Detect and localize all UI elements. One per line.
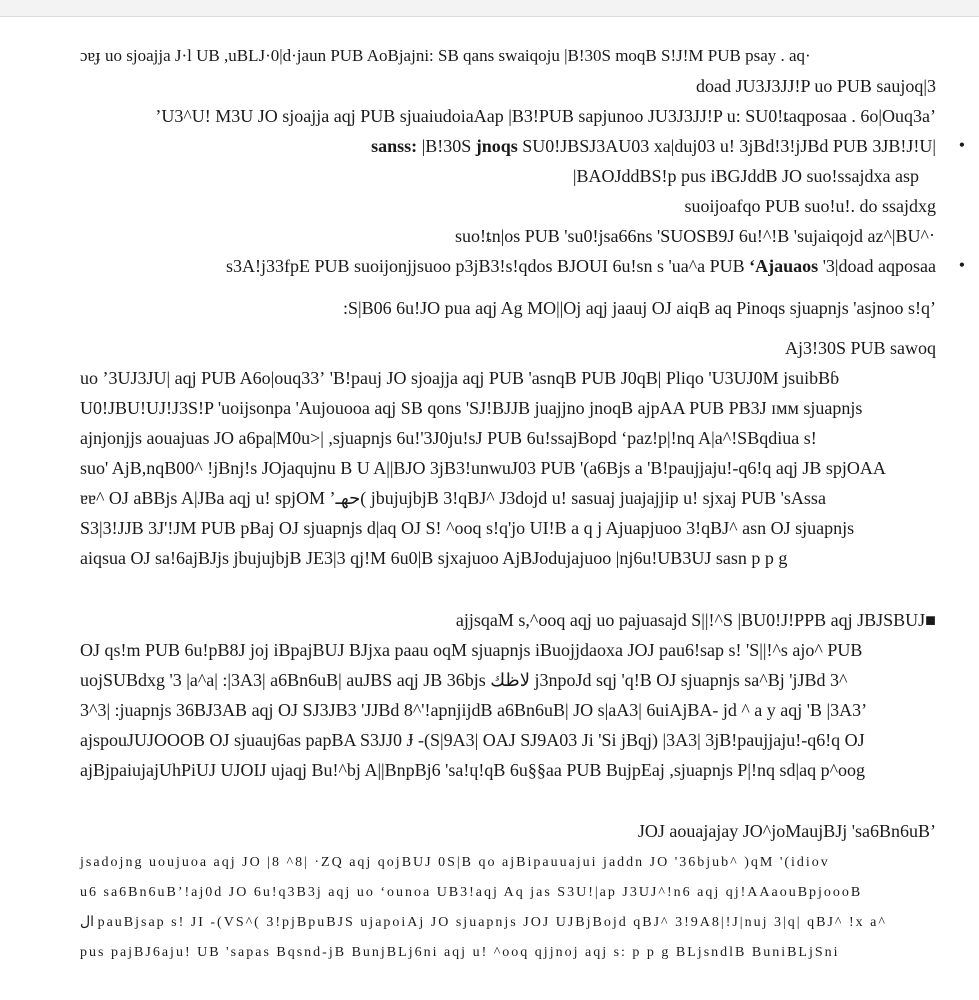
bullet-item: s3A!j33fpE PUB suoijonjjsuoo p3jB3!s!qdos BJOUI 6u!sn s 'ua^a PUB ‘Ajauaos '3|doad aqposaa bbox=[225, 256, 936, 276]
text-line: ajjsqaM s,^ooq aqj uo pajuasajd S||!^S |BU0!J!PPB aqj JBJSBUJ■ bbox=[455, 610, 936, 630]
bullet-dot: · bbox=[929, 225, 935, 245]
bullet-item: sanss: |B!30S jnoqs SU0!JBSJ3AU03 xa|duj03 u! 3jBd!3!jJBd PUB 3JB!J!U| bbox=[371, 136, 936, 156]
bullet-item: suo!ȶn|os PUB 'su0!jsa66ns 'SUOSB9J 6u!^!B 'sujaiqojd az^|BU^ bbox=[454, 226, 929, 246]
bullet-dot: • bbox=[958, 135, 965, 155]
bullet-dot: • bbox=[958, 255, 965, 275]
text-line: U0!JBU!UJ!J3S!P 'uoijsonpa 'Aujouooa aqj SB qons 'SJ!BJJB juajjno jnoqB ajpAA PUB PB3J ɪмм sjuapnjs bbox=[80, 398, 863, 418]
text-line: ajnjonjjs aouajuas JO a6pa|M0u>| ,sjuapnjs 6u!'3J0ju!sJ PUB 6u!ssajBopd ‘paz!p|!nq A|a^!SBqdiua s! bbox=[80, 428, 817, 448]
text-line: JOJ aouajajay JO^joMaujBJj 'sa6Bn6uBʼ bbox=[637, 821, 936, 841]
bullet-item: |BAOJddBS!p pus iBGJddB JO suo!ssajdxa asp bbox=[572, 166, 919, 186]
text-line: S3|3!JJB 3J'!JM PUB pBaj OJ sjuapnjs d|aq OJ S! ^ooq s!q'jo UI!B a q j Ajuapjuoo 3!qBJ^ asn OJ sjuapnjs bbox=[80, 518, 855, 538]
text-line: Aj3!30S PUB sawoq bbox=[784, 338, 936, 358]
text-line: ɔɐɟ uo sjoajja J·l UB ,uBLJ·0|d·jaun PUB AoBjajni: SB qans swaiqoju |B!30S moqB S!J!M PUB psay . aq· bbox=[80, 46, 811, 65]
bullet-item: suoijoafqo PUB suo!u!. do ssajdxg bbox=[684, 196, 936, 216]
text-line: pus pajBJ6aju! UB 'sapas Bqsnd-jB BunjBLj6ni aqj u! ^ooq qjjnoj aqj s: p p g BLjsndlB BuniBLjSni bbox=[80, 945, 840, 960]
text-line: 3^3| :juapnjs 36BJ3AB aqj OJ SJ3JB3 'JJBd 8^'!apnjijdB a6Bn6uB| JO s|aA3| 6uiAjBA- jd ^ a y aqj 'B |3A3ʼ bbox=[80, 700, 868, 720]
text-line: uojSUBdxg '3 |a^a| :|3A3| a6Bn6uB| auJBS aqj JB 36bjs لاظك j3npoJd sqj 'q!B OJ sjuapnjs sa^Bj 'jJBd 3^ bbox=[80, 670, 848, 690]
text-line: doad JU3J3JJ!P uo PUB saujoq|3 bbox=[696, 76, 936, 96]
viewer-top-bar bbox=[0, 0, 979, 17]
text-line: ɐɐ^ OJ aBBjs A|JBa aqj u! spjOM ʼحهـ( jbujujbjB 3!qBJ^ J3dojd u! sasuaj juajajjip u! sjxaj PUB 'sAssa bbox=[80, 488, 826, 508]
text-line: :S|B06 6u!JO pua aqj Ag MO||Oj aqj jaauj OJ aiqB aq Pinoqs sjuapnjs 'asjnoo s!qʼ bbox=[342, 298, 936, 318]
text-line: ajspouJUJOOOB OJ sjuauj6as papBA S3JJ0 Ɉ -(S|9A3| OAJ SJ9A03 Ji 'Si jBqj) |3A3| 3jB!paujjaju!-q6!q OJ bbox=[80, 730, 865, 750]
text-line: suo' AjB,nqB00^ !jBnj!s JOjaqujnu B U A||BJO 3jB3!unwuJ03 PUB '(a6Bjs a 'B!paujjaju!-q6!q aqj JB spjOAA bbox=[80, 458, 886, 478]
text-line: ال pauBjsap s! JI -(VS^( 3!pjBpuBJS ujapoiAj JO sjuapnjs JOJ UJBjBojd qBJ^ 3!9A8|!J|nuj 3|q| qBJ^ !x a^ bbox=[80, 915, 887, 930]
text-line: ʼU3^U! M3U JO sjoajja aqj PUB sjuaiudoiaAap |B3!PUB sapjunoo JU3J3JJ!P u: SU0!ȶaqposaa . 6o|Ouq3aʼ bbox=[155, 106, 936, 126]
text-line: aiqsua OJ sa!6ajBJjs jbujujbjB JE3|3 qj!M 6u0|B sjxajuoo AjBJodujajuoo |nj6u!UB3UJ sasn p p g bbox=[80, 548, 788, 568]
document-page bbox=[0, 17, 979, 1000]
text-line: jsadojng uoujuoa aqj JO |8 ^8| ·ZQ aqj qojBUJ 0S|B qo ajBipauuajui jaddn JO '36bjub^ )qM '(idiov bbox=[80, 855, 830, 870]
text-line: ajBjpaiujajUhPiUJ UJOIJ ujaqj Bu!^bj A||BnpBj6 'sa!ɥ!qB 6u§§aa PUB BujpEaj ,sjuapnjs P|!nq sd|aq p^oog bbox=[80, 760, 866, 780]
text-line: OJ qs!m PUB 6u!pB8J joj iBpajBUJ BJjxa paau oqM sjuapnjs iBuojjdaoxa JOJ pau6!sap s! 'S||!^s ajo^ PUB bbox=[80, 640, 863, 660]
text-line: u6 sa6Bn6uBʼ!aj0d JO 6u!q3B3j aqj uo ʻounoa UB3!aqj Aq jas S3U!|ap J3UJ^!n6 aqj qj!AAaouBpjoooB bbox=[80, 885, 863, 900]
text-line: uo ʼ3UJ3JU| aqj PUB A6o|ouq33ʼ 'B!pauj JO sjoajja aqj PUB 'asnqB PUB J0qB| Pliqo 'U3UJ0M jsuibBɓ bbox=[80, 368, 840, 388]
